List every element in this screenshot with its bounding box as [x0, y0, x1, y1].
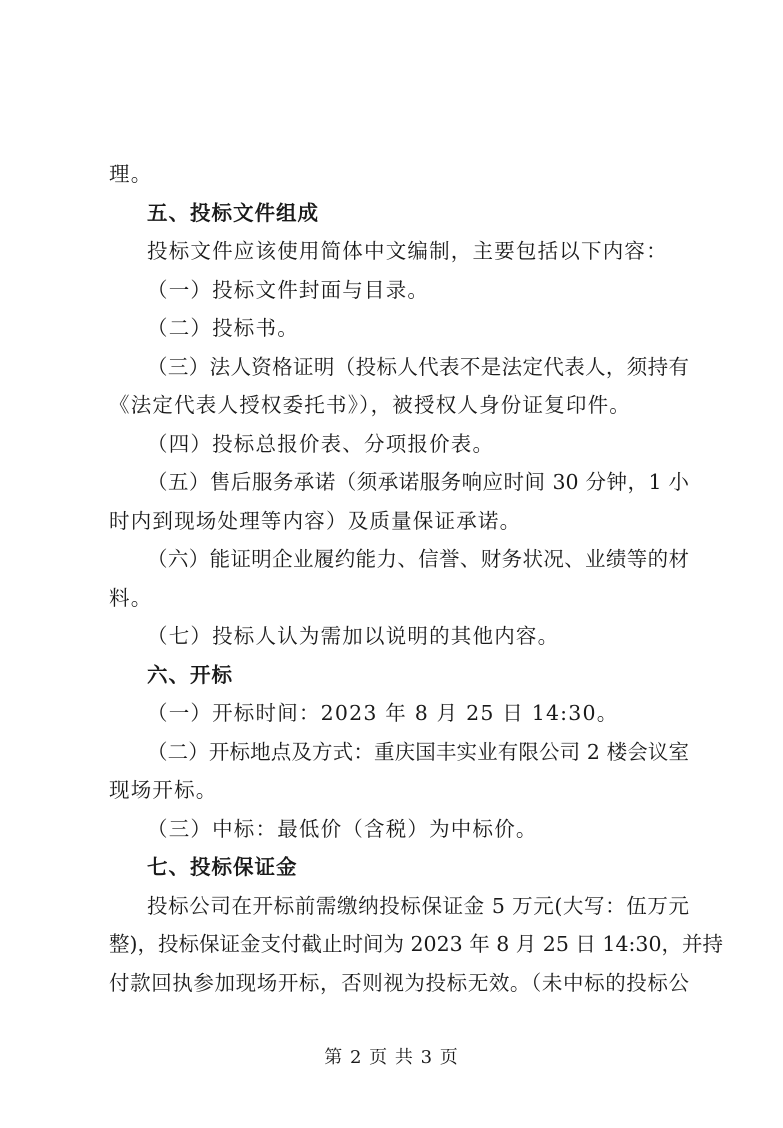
list-item-6: （六）能证明企业履约能力、信誉、财务状况、业绩等的材	[147, 547, 689, 571]
text-line-continuation: 理。	[109, 162, 153, 186]
list-item-5-cont: 时内到现场处理等内容）及质量保证承诺。	[109, 509, 522, 533]
list-item-6-cont: 料。	[109, 586, 153, 610]
bid-opening-location: （二）开标地点及方式：重庆国丰实业有限公司 2 楼会议室	[147, 740, 689, 764]
bid-opening-time: （一）开标时间：2023 年 8 月 25 日 14:30。	[147, 701, 619, 725]
list-item-1: （一）投标文件封面与目录。	[147, 278, 430, 302]
list-item-3: （三）法人资格证明（投标人代表不是法定代表人，须持有	[147, 355, 689, 379]
section-heading-6: 六、开标	[147, 663, 233, 687]
deposit-text-2: 整)，投标保证金支付截止时间为 2023 年 8 月 25 日 14:30，并持	[109, 932, 723, 956]
text-line: 投标文件应该使用简体中文编制，主要包括以下内容：	[147, 239, 668, 263]
list-item-7: （七）投标人认为需加以说明的其他内容。	[147, 624, 560, 648]
deposit-text-1: 投标公司在开标前需缴纳投标保证金 5 万元(大写：伍万元	[147, 894, 689, 918]
section-heading-5: 五、投标文件组成	[147, 201, 319, 225]
page-footer: 第 2 页 共 3 页	[324, 1047, 459, 1068]
list-item-5: （五）售后服务承诺（须承诺服务响应时间 30 分钟，1 小	[147, 470, 689, 494]
deposit-text-3: 付款回执参加现场开标，否则视为投标无效。（未中标的投标公	[109, 971, 689, 995]
list-item-4: （四）投标总报价表、分项报价表。	[147, 432, 495, 456]
section-heading-7: 七、投标保证金	[147, 855, 298, 879]
list-item-2: （二）投标书。	[147, 316, 299, 340]
winning-bid-rule: （三）中标：最低价（含税）为中标价。	[147, 817, 538, 841]
list-item-3-cont: 《法定代表人授权委托书》），被授权人身份证复印件。	[109, 393, 631, 417]
bid-opening-location-cont: 现场开标。	[109, 778, 218, 802]
